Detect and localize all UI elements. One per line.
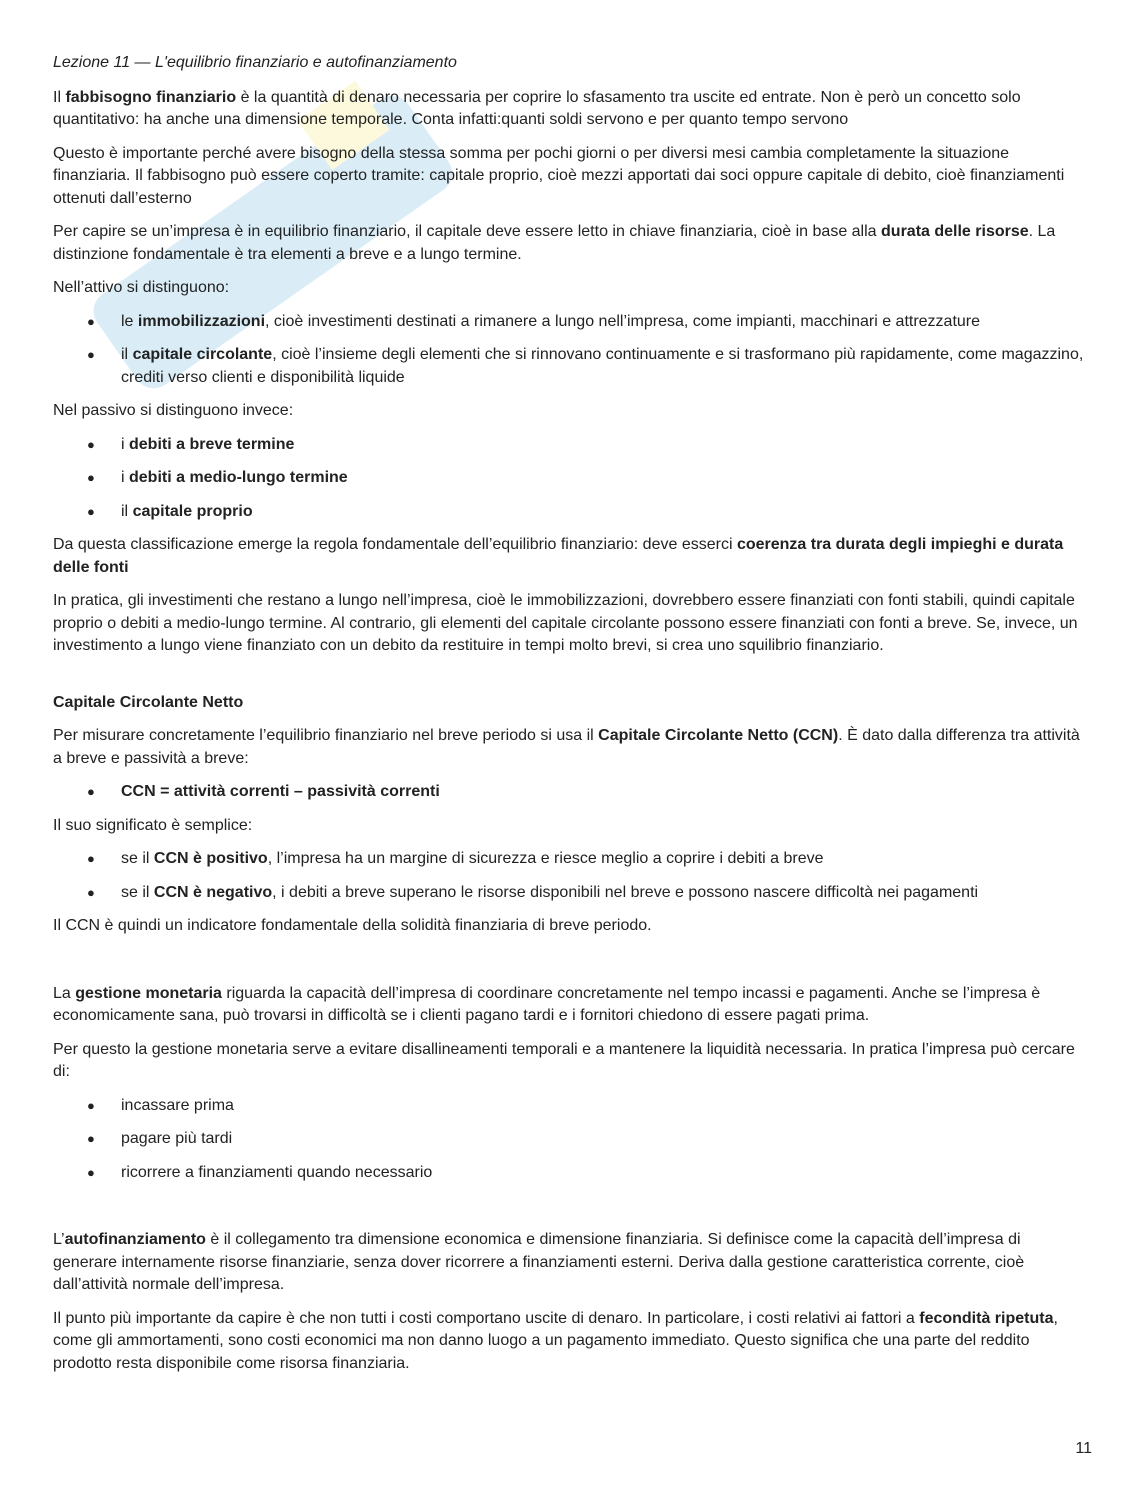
paragraph-fecondita: Il punto più importante da capire è che non tutti i costi comportano uscite di denaro. In particolare, i costi relativi ai fattori a fecondità ripetuta, come gli ammortamenti, sono costi economici ma non danno luogo a un pagamento immediato. Questo significa che una parte del reddito prodotto resta disponibile come risorsa finanziaria. bbox=[53, 1309, 1058, 1372]
paragraph-equilibrio: Per capire se un’impresa è in equilibrio finanziario, il capitale deve essere letto in chiave finanziaria, cioè in base alla durata delle risorse. La distinzione fondamentale è tra elementi a breve e a lungo termine. bbox=[53, 223, 1056, 263]
bullet-icon: ● bbox=[87, 851, 95, 866]
paragraph-autofinanziamento: L’autofinanziamento è il collegamento tra dimensione economica e dimensione finanziaria. Si definisce come la capacità dell’impresa di generare internamente risorse finanziarie, senza dover ricorrere a finanziamenti esterni. Deriva dalla gestione caratteristica corrente, cioè dall’attività normale dell’impresa. bbox=[53, 1231, 1025, 1293]
list-item: ● ricorrere a finanziamenti quando necessario bbox=[53, 1162, 1089, 1185]
passivo-list bbox=[53, 434, 1089, 524]
bullet-icon: ● bbox=[87, 1131, 95, 1146]
monetaria-list bbox=[53, 1095, 1089, 1185]
bullet-icon: ● bbox=[87, 1097, 95, 1113]
list-item: ● pagare più tardi bbox=[53, 1128, 1089, 1151]
list-item: ● le immobilizzazioni, cioè investimenti destinati a rimanere a lungo nell’impresa, come impianti, macchinari e attrezzature bbox=[53, 311, 1089, 334]
paragraph-fabbisogno: Il fabbisogno finanziario è la quantità di denaro necessaria per coprire lo sfasamento tra uscite ed entrate. Non è però un concetto solo quantitativo: ha anche una dimensione temporale. Conta infatti:quanti soldi servono e per quanto tempo servono bbox=[53, 88, 1021, 128]
ccn-meaning-intro: Il suo significato è semplice: bbox=[53, 816, 253, 834]
paragraph-ccn-conclusione: Il CCN è quindi un indicatore fondamentale della solidità finanziaria di breve periodo. bbox=[53, 917, 652, 934]
list-item: ● il capitale circolante, cioè l’insieme degli elementi che si rinnovano continuamente e si trasformano più rapidamente, come magazzino, crediti verso clienti e disponibilità liquide bbox=[87, 346, 1084, 386]
paragraph-gestione-monetaria: La gestione monetaria riguarda la capacità dell’impresa di coordinare concretamente nel tempo incassi e pagamenti. Anche se l’impresa è economicamente sana, può trovarsi in difficoltà se i clienti pagano tardi e i fornitori chiedono di essere pagati prima. bbox=[53, 984, 1041, 1024]
bullet-icon: ● bbox=[87, 884, 95, 900]
list-item: ● il capitale proprio bbox=[53, 501, 1089, 524]
bullet-icon: ● bbox=[87, 503, 95, 519]
bullet-icon: ● bbox=[87, 313, 95, 329]
list-item: ● CCN = attività correnti – passività correnti bbox=[53, 781, 1089, 804]
passivo-intro: Nel passivo si distinguono invece: bbox=[53, 402, 294, 419]
paragraph-pratica: In pratica, gli investimenti che restano a lungo nell’impresa, cioè le immobilizzazioni, dovrebbero essere finanziati con fonti stabili, quindi capitale proprio o debiti a medio-lungo termine. Al contrario, gli elementi del capitale circolante possono essere finanziati con fonti a breve. Se, invece, un investimento a lungo viene finanziato con un debito da restituire in tempi molto brevi, si crea uno squilibrio finanziario. bbox=[53, 592, 1078, 654]
page-number: 11 bbox=[1075, 1440, 1092, 1457]
attivo-list bbox=[53, 311, 1089, 390]
list-item: ● se il CCN è negativo, i debiti a breve superano le risorse disponibili nel breve e possono nascere difficoltà nei pagamenti bbox=[53, 882, 1089, 905]
paragraph-regola: Da questa classificazione emerge la regola fondamentale dell’equilibrio finanziario: deve esserci coerenza tra durata degli impieghi e durata delle fonti bbox=[53, 536, 1064, 576]
document-page bbox=[53, 52, 1089, 1386]
bullet-icon: ● bbox=[87, 436, 95, 452]
paragraph-disallineamenti: Per questo la gestione monetaria serve a evitare disallineamenti temporali e a mantenere la liquidità necessaria. In pratica l’impresa può cercare di: bbox=[53, 1040, 1075, 1080]
list-item: ● incassare prima bbox=[53, 1095, 1089, 1118]
ccn-meaning-list bbox=[53, 848, 1089, 904]
list-item: ● i debiti a medio-lungo termine bbox=[53, 467, 1089, 490]
page-title: Lezione 11 — L'equilibrio finanziario e autofinanziamento bbox=[53, 54, 457, 71]
section-title-ccn: Capitale Circolante Netto bbox=[53, 693, 244, 711]
bullet-icon: ● bbox=[87, 784, 95, 799]
paragraph-ccn: Per misurare concretamente l’equilibrio finanziario nel breve periodo si usa il Capitale Circolante Netto (CCN). È dato dalla differenza tra attività a breve e passività a breve: bbox=[53, 727, 1080, 767]
bullet-icon: ● bbox=[87, 470, 95, 485]
attivo-intro: Nell’attivo si distinguono: bbox=[53, 279, 230, 296]
bullet-icon: ● bbox=[87, 347, 95, 362]
list-item: ● i debiti a breve termine bbox=[53, 434, 1089, 457]
ccn-formula-list bbox=[53, 781, 1089, 804]
bullet-icon: ● bbox=[87, 1164, 95, 1180]
paragraph-importanza: Questo è importante perché avere bisogno della stessa somma per pochi giorni o per diversi mesi cambia completamente la situazione finanziaria. Il fabbisogno può essere coperto tramite: capitale proprio, cioè mezzi apportati dai soci oppure capitale di debito, cioè finanziamenti ottenuti dall’esterno bbox=[53, 144, 1065, 207]
list-item: ● se il CCN è positivo, l’impresa ha un margine di sicurezza e riesce meglio a coprire i debiti a breve bbox=[53, 848, 1089, 871]
